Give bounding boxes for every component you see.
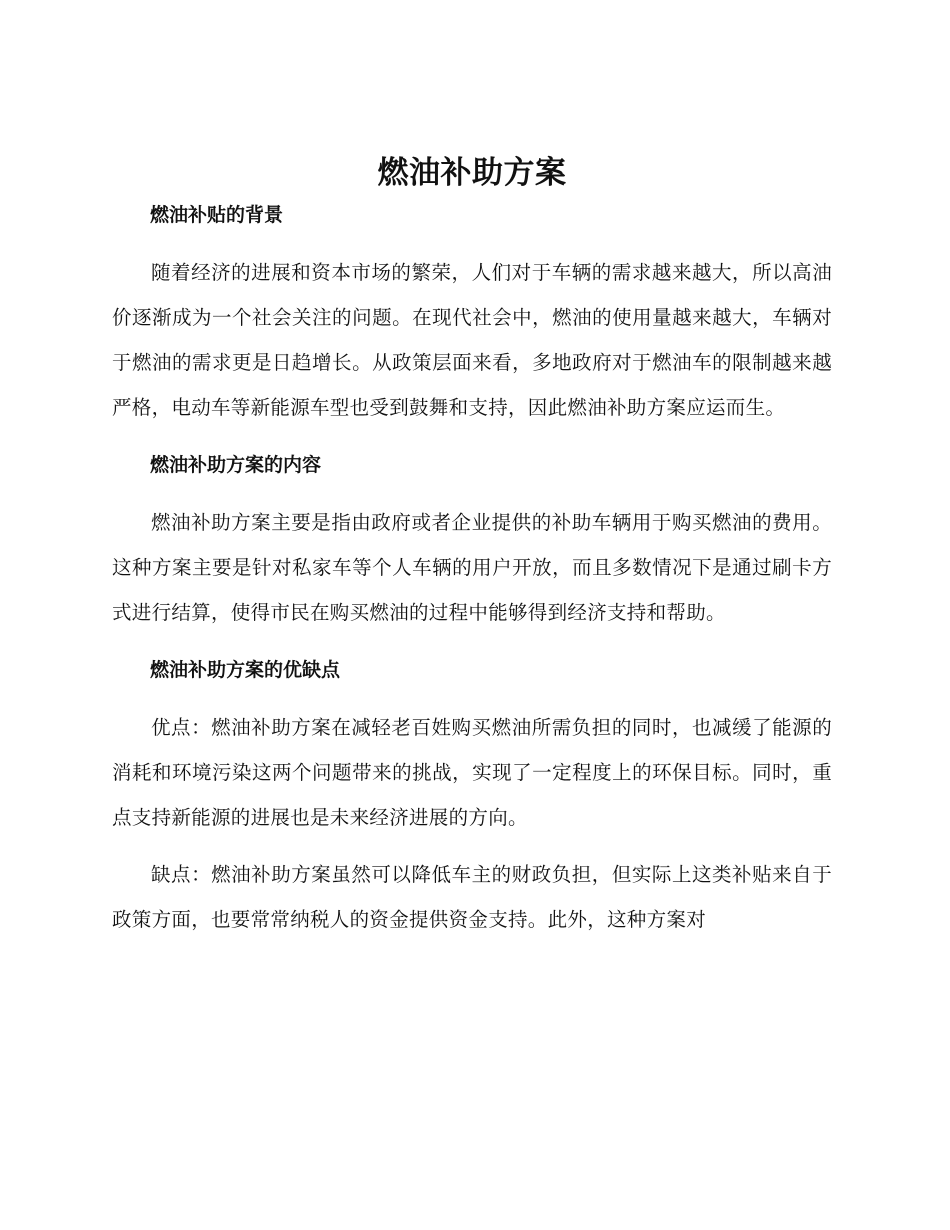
- section-heading-background: 燃油补贴的背景: [150, 204, 284, 226]
- section-heading-pros-cons: 燃油补助方案的优缺点: [150, 659, 341, 681]
- document-page: [112, 150, 832, 954]
- document-title: 燃油补助方案: [377, 155, 567, 191]
- section-heading-content: 燃油补助方案的内容: [150, 454, 322, 476]
- paragraph-background: 随着经济的进展和资本市场的繁荣，人们对于车辆的需求越来越大，所以高油价逐渐成为一个社会关注的问题。在现代社会中，燃油的使用量越来越大，车辆对于燃油的需求更是日趋增长。从政策层面来看，多地政府对于燃油车的限制越来越严格，电动车等新能源车型也受到鼓舞和支持，因此燃油补助方案应运而生。: [112, 261, 832, 419]
- paragraph-content: 燃油补助方案主要是指由政府或者企业提供的补助车辆用于购买燃油的费用。这种方案主要是针对私家车等个人车辆的用户开放，而且多数情况下是通过刷卡方式进行结算，使得市民在购买燃油的过程中能够得到经济支持和帮助。: [112, 511, 832, 624]
- paragraph-advantages: 优点：燃油补助方案在减轻老百姓购买燃油所需负担的同时，也减缓了能源的消耗和环境污染这两个问题带来的挑战，实现了一定程度上的环保目标。同时，重点支持新能源的进展也是未来经济进展的方向。: [112, 716, 832, 829]
- paragraph-disadvantages: 缺点：燃油补助方案虽然可以降低车主的财政负担，但实际上这类补贴来自于政策方面，也要常常纳税人的资金提供资金支持。此外，这种方案对: [112, 863, 832, 931]
